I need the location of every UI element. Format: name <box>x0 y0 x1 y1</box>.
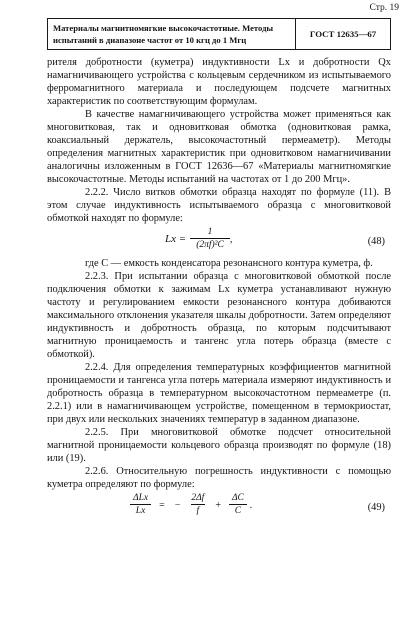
header-title: Материалы магнитномягкие высокочастотные. Методы испытаний в диапазоне частот от 10 кгц до 1 Мгц <box>48 19 296 49</box>
formula-49-number: (49) <box>367 502 385 513</box>
paragraph-where-c: где C — емкость конденсатора резонансного контура куметра, ф. <box>85 258 373 269</box>
formula-49-tail: . <box>249 499 253 511</box>
formula-49-term3-denominator: C <box>229 504 247 517</box>
formula-49-term3 <box>226 493 250 517</box>
formula-49-plus: + <box>215 499 221 511</box>
formula-48-lhs: Lx = <box>165 232 187 245</box>
formula-48-expression <box>165 227 232 251</box>
formula-49-minus: − <box>174 499 181 511</box>
paragraph-continuation: рителя добротности (куметра) индуктивности Lx и добротности Qx намагничивающего устройства с кольцевым сердечником из испытываемого ферромагнитного материала и последующем подсчете магнитных характеристик по соответствующим формулам. <box>47 57 391 107</box>
formula-49-expression <box>127 493 252 517</box>
paragraph-2-2-5: 2.2.5. При многовитковой обмотке подсчет относительной магнитной проницаемости кольцевого образца производят по формуле (18) или (19). <box>47 427 391 464</box>
formula-49-term1-denominator: Lx <box>130 504 152 517</box>
formula-49-term2 <box>185 493 210 517</box>
formula-48-numerator: 1 <box>207 227 213 237</box>
header-gost-code: ГОСТ 12635—67 <box>309 29 377 39</box>
formula-49-equals: = <box>159 499 165 511</box>
formula-49-term2-denominator: f <box>191 504 206 517</box>
paragraph-2-2-4: 2.2.4. Для определения температурных коэффициентов магнитной проницаемости и тангенса угла потерь материала измеряют индуктивность и добротность образца в температурном высокочастотном пермеаметре (п. 2.2.1) или в намагничивающем устройстве, помещенном в термокриостат, при двух или нескольких значениях температур в заданном диапазоне. <box>47 362 391 425</box>
page-number: Стр. 19 <box>369 3 399 13</box>
paragraph-2-2-2: 2.2.2. Число витков обмотки образца находят по формуле (11). В этом случае индуктивность испытываемого образца с многовитковой обмоткой находят по формуле: <box>47 187 391 224</box>
formula-49 <box>47 493 391 523</box>
formula-48-denominator: (2πf)²C <box>190 238 230 251</box>
formula-48 <box>47 227 391 255</box>
formula-49-term3-numerator: ΔC <box>231 493 244 503</box>
paragraph-magnetizing-device: В качестве намагничивающего устройства может применяться как многовитковая, так и одновитковая обмотка (одновитковая рамка, коаксиальный держатель, высокочастотный пермеаметр). Методы определения магнитных характеристик при одновитковом намагничивании аналогичны изложенным в ГОСТ 12636—67 «Материалы магнитномягкие высокочастотные. Методы испытаний на частотах от 1 до 200 Мгц». <box>47 109 391 185</box>
standard-header <box>47 18 391 50</box>
formula-48-tail: , <box>229 233 233 245</box>
document-body <box>47 56 391 523</box>
paragraph-2-2-6: 2.2.6. Относительную погрешность индуктивности с помощью куметра определяют по формуле: <box>47 466 391 490</box>
formula-48-fraction <box>190 227 230 251</box>
formula-49-term1 <box>127 493 154 517</box>
formula-49-term2-numerator: 2Δf <box>191 493 205 503</box>
formula-49-term1-numerator: ΔLx <box>133 493 149 503</box>
formula-48-number: (48) <box>367 236 385 247</box>
paragraph-2-2-3: 2.2.3. При испытании образца с многовитковой обмоткой после подключения обмотки к зажимам Lx куметра устанавливают нужную частоту и регулированием емкости резонансного контура добиваются максимального отклонения указателя шкалы добротности. Затем определяют индуктивность и добротность образца, по которым подсчитывают магнитную проницаемость и тангенс угла потерь образца (вместе с обмоткой). <box>47 271 391 360</box>
